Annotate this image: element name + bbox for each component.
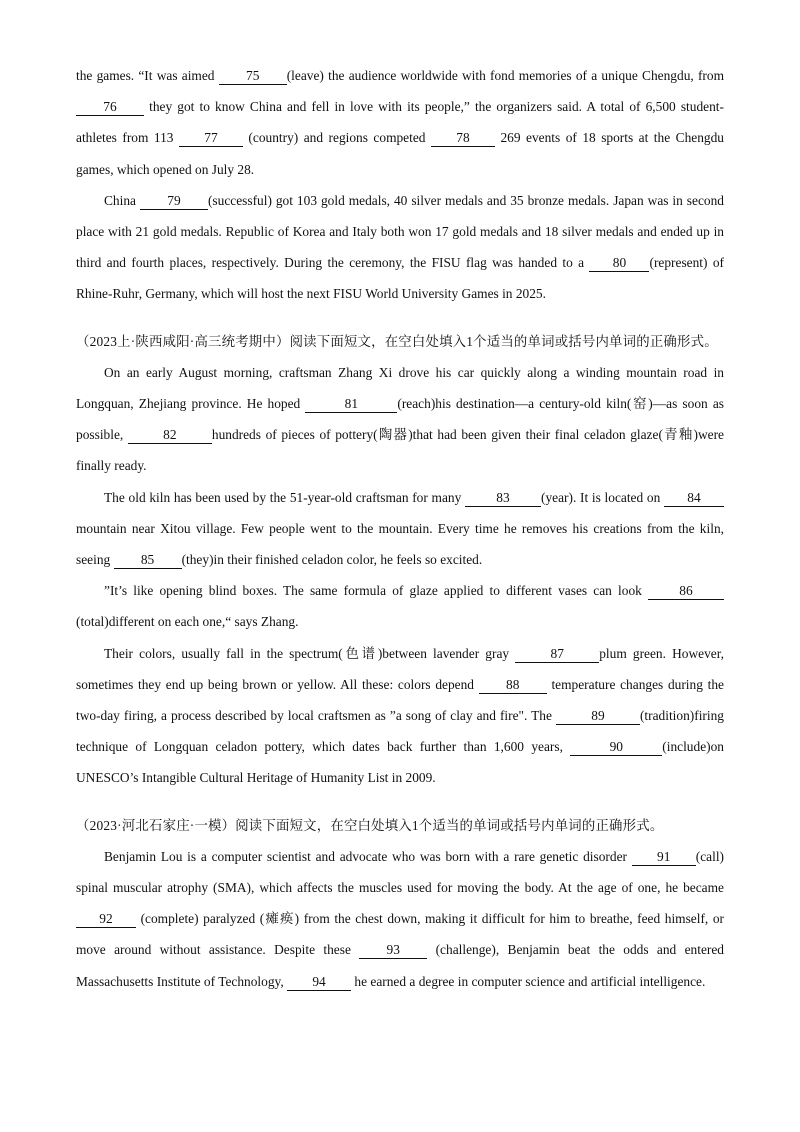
blank-93: 93	[359, 941, 427, 959]
text-run: (leave) the audience worldwide with fond memories of a unique Chengdu, from	[286, 68, 725, 83]
blank-79: 79	[140, 192, 208, 210]
blank-91: 91	[632, 848, 696, 866]
blank-81: 81	[305, 395, 397, 413]
text-run: On an early August morning, craftsman Zhang Xi drove his car quickly along a winding mountain road in Longquan, Zhejiang province. He hoped	[76, 364, 724, 412]
document-page	[76, 60, 724, 997]
text-run: (total)different on each one,“ says Zhang.	[76, 614, 299, 630]
passage2-header: （2023上·陕西咸阳·高三统考期中）阅读下面短文，在空白处填入1个适当的单词或括号内单词的正确形式。	[76, 333, 718, 349]
blank-78: 78	[431, 129, 495, 147]
blank-94: 94	[287, 973, 351, 991]
text-run: (reach)his destination—a century-old kiln(窑)—as soon as possible,	[76, 396, 724, 443]
blank-88: 88	[479, 676, 547, 694]
text-run: (year). It is located on	[541, 489, 664, 505]
text-run: temperature changes during the two-day firing, a process described by local craftsmen as ”a song of clay and fire". The	[76, 676, 724, 724]
blank-82: 82	[128, 426, 212, 444]
text-run: (country) and regions competed	[242, 130, 431, 146]
text-run: (tradition)firing technique of Longquan celadon pottery, which dates back further than 1,600 years,	[76, 708, 724, 755]
blank-75: 75	[219, 67, 287, 85]
text-run: (complete) paralyzed (瘫痪) from the chest down, making it difficult for him to breathe, feed himself, or move around without assistance. Despite these	[76, 911, 724, 958]
text-run: they got to know China and fell in love with its people,” the organizers said. A total of 6,500 student-athletes from 113	[76, 99, 724, 146]
blank-80: 80	[589, 254, 649, 272]
passage2-paragraph4	[76, 638, 724, 794]
passage3-header: （2023·河北石家庄·一模）阅读下面短文，在空白处填入1个适当的单词或括号内单词的正确形式。	[76, 817, 664, 833]
text-run: Their colors, usually fall in the spectrum(色谱)between lavender gray	[104, 645, 516, 661]
blank-92: 92	[76, 910, 136, 928]
text-run: The old kiln has been used by the 51-year-old craftsman for many	[104, 489, 465, 505]
text-run: (they)in their finished celadon color, he feels so excited.	[181, 552, 483, 568]
text-run: mountain near Xitou village. Few people went to the mountain. Every time he removes his creations from the kiln, seeing	[76, 520, 724, 568]
passage2-paragraph3	[76, 575, 724, 637]
blank-76: 76	[76, 98, 144, 116]
blank-89: 89	[556, 707, 640, 725]
passage2-paragraph1	[76, 357, 724, 482]
passage3-paragraph1	[76, 841, 724, 997]
blank-87: 87	[515, 645, 599, 663]
text-run: ”It’s like opening blind boxes. The same formula of glaze applied to different vases can look	[104, 583, 648, 599]
blank-90: 90	[570, 738, 662, 756]
blank-85: 85	[114, 551, 182, 569]
text-run: China	[104, 192, 140, 208]
text-run: plum green. However, sometimes they end up being brown or yellow. All these: colors depend	[76, 645, 724, 692]
passage2-paragraph2	[76, 482, 724, 576]
text-run: (call) spinal muscular atrophy (SMA), which affects the muscles used for moving the body. At the age of one, he became	[76, 848, 724, 896]
blank-86: 86	[648, 582, 724, 600]
text-run: Benjamin Lou is a computer scientist and advocate who was born with a rare genetic disorder	[104, 848, 632, 864]
blank-83: 83	[465, 489, 541, 507]
blank-84: 84	[664, 489, 724, 507]
text-run: (include)on UNESCO’s Intangible Cultural Heritage of Humanity List in 2009.	[76, 739, 724, 786]
passage1-paragraph1	[76, 60, 724, 185]
text-run: he earned a degree in computer science and artificial intelligence.	[351, 973, 706, 989]
blank-77: 77	[179, 129, 243, 147]
passage1-paragraph2	[76, 185, 724, 310]
text-run: hundreds of pieces of pottery(陶器)that had been given their final celadon glaze(青釉)were finally ready.	[76, 427, 724, 474]
text-run: (successful) got 103 gold medals, 40 silver medals and 35 bronze medals. Japan was in second place with 21 gold medals. Republic of Korea and Italy both won 17 gold medals and 18 silver medals and ended up in third and fourth places, respectively. During the ceremony, the FISU flag was handed to a	[76, 192, 724, 271]
text-run: 269 events of 18 sports at the Chengdu games, which opened on July 28.	[76, 130, 724, 177]
text-run: (represent) of Rhine-Ruhr, Germany, which will host the next FISU World University Games in 2025.	[76, 255, 724, 302]
text-run: (challenge), Benjamin beat the odds and entered Massachusetts Institute of Technology,	[76, 942, 724, 989]
text-run: the games. “It was aimed	[76, 68, 219, 83]
